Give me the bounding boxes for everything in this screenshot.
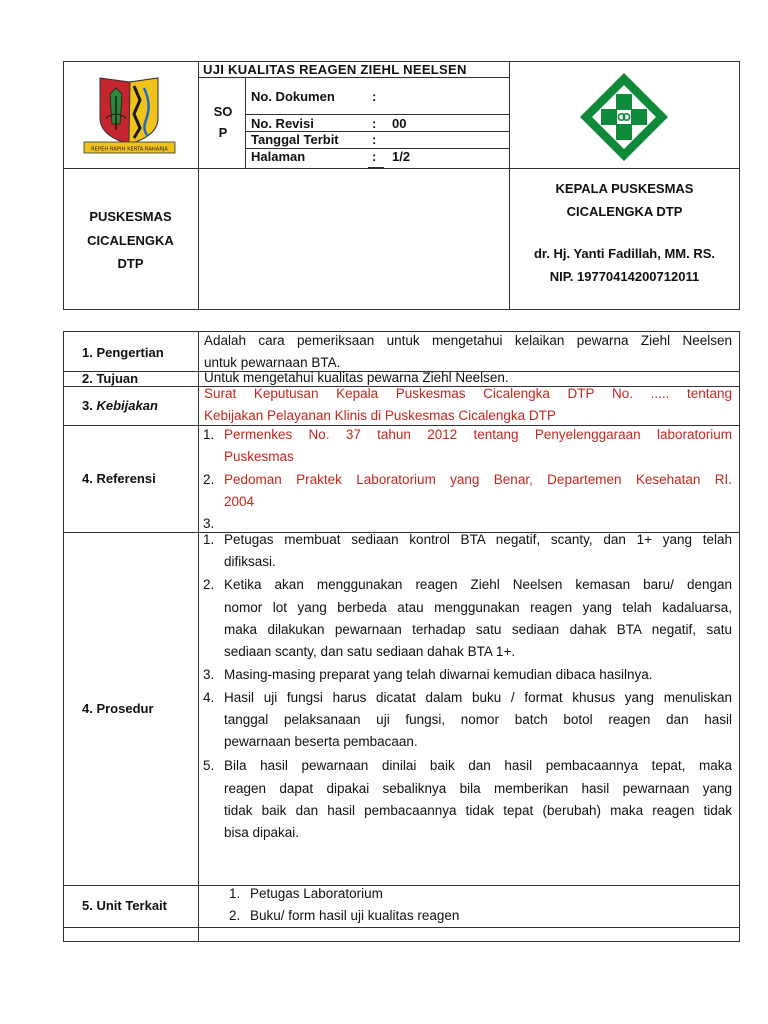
label-prosedur: 4. Prosedur	[82, 701, 154, 716]
referensi-item-2-line-2: 2004	[224, 494, 255, 509]
prosedur-item-3-num: 3.	[203, 667, 215, 682]
crest-caption: REPEH RAPIH KERTA RAHARJA	[91, 146, 168, 153]
label-pengertian: 1. Pengertian	[82, 345, 164, 360]
document-title: UJI KUALITAS REAGEN ZIEHL NEELSEN	[203, 62, 467, 77]
label-referensi: 4. Referensi	[82, 471, 156, 486]
prosedur-item-2-line-1: Ketika akan menggunakan reagen Ziehl Neelsen kemasan baru/ dengan	[224, 577, 732, 592]
referensi-item-3-num: 3.	[203, 516, 215, 531]
org-line-1: PUSKESMAS	[89, 209, 172, 224]
field-tanggal-terbit-label: Tanggal Terbit	[251, 132, 339, 147]
org-line-3: DTP	[117, 256, 144, 271]
head-name: dr. Hj. Yanti Fadillah, MM. RS.	[533, 246, 716, 261]
label-tujuan: 2. Tujuan	[82, 371, 139, 386]
pengertian-line-1: Adalah cara pemeriksaan untuk mengetahui kelaikan pewarna Ziehl Neelsen	[204, 333, 732, 348]
referensi-item-1-line-1: Permenkes No. 37 tahun 2012 tentang Penyelenggaraan laboratorium	[224, 427, 732, 442]
pengertian-line-2: untuk pewarnaan BTA.	[204, 355, 341, 370]
prosedur-item-2-line-4: sediaan scanty, dan satu sediaan dahak BTA 1+.	[224, 644, 516, 659]
head-line-1: KEPALA PUSKESMAS	[555, 181, 694, 196]
prosedur-item-4-line-1: Hasil uji fungsi harus dicatat dalam buku / format khusus yang menuliskan	[224, 690, 732, 705]
prosedur-item-2-line-3: maka dilakukan pewarnaan terhadap satu sediaan dahak BTA negatif, satu	[224, 622, 732, 637]
prosedur-item-2-line-2: nomor lot yang berbeda atau menggunakan reagen yang telah kadaluarsa,	[224, 600, 732, 615]
tujuan-text: Untuk mengetahui kualitas pewarna Ziehl Neelsen.	[204, 370, 509, 385]
prosedur-item-5-line-2: reagen dapat dipakai sebaliknya bila memberikan hasil pewarnaan yang	[224, 781, 732, 796]
puskesmas-logo	[577, 70, 671, 164]
field-tanggal-terbit-sep: :	[372, 132, 377, 147]
referensi-item-2-num: 2.	[203, 472, 215, 487]
prosedur-item-5-line-1: Bila hasil pewarnaan dinilai baik dan hasil pembacaannya tepat, maka	[224, 758, 732, 773]
label-kebijakan	[82, 398, 158, 413]
head-info	[510, 179, 739, 287]
unit-item-1-text: Petugas Laboratorium	[250, 886, 383, 901]
field-no-revisi-sep: :	[372, 116, 377, 131]
unit-item-2-num: 2.	[229, 908, 241, 923]
prosedur-item-5-line-3: tidak baik dan hasil pembacaannya tidak tepat (berubah) maka reagen tidak	[224, 803, 732, 818]
org-name	[63, 205, 198, 276]
prosedur-item-4-line-2: tanggal pelaksanaan uji fungsi, nomor batch botol reagen dan hasil	[224, 712, 732, 727]
crest-icon	[82, 74, 177, 156]
kebijakan-num: 3.	[82, 398, 93, 413]
sop-text: SO P	[213, 104, 233, 140]
head-line-2: CICALENGKA DTP	[566, 204, 683, 219]
prosedur-item-1-line-2: difiksasi.	[224, 554, 276, 569]
prosedur-item-3-line-1: Masing-masing preparat yang telah diwarnai kemudian dibaca hasilnya.	[224, 667, 653, 682]
field-halaman-label: Halaman	[251, 149, 306, 164]
prosedur-item-1-num: 1.	[203, 532, 215, 547]
unit-item-1-num: 1.	[229, 886, 241, 901]
unit-item-2-text: Buku/ form hasil uji kualitas reagen	[250, 908, 460, 923]
field-no-dokumen-label: No. Dokumen	[251, 89, 335, 104]
kebijakan-word: Kebijakan	[96, 398, 158, 413]
field-halaman-sep: :	[372, 149, 377, 164]
prosedur-item-4-line-3: pewarnaan beserta pembacaan.	[224, 734, 418, 749]
referensi-item-1-line-2: Puskesmas	[224, 449, 294, 464]
org-line-2: CICALENGKA	[87, 232, 174, 248]
field-no-revisi-label: No. Revisi	[251, 116, 314, 131]
kebijakan-line-2: Kebijakan Pelayanan Klinis di Puskesmas Cicalengka DTP	[204, 408, 556, 423]
field-no-revisi-value: 00	[392, 116, 407, 131]
sop-label	[210, 101, 236, 143]
field-halaman-value: 1/2	[392, 149, 411, 164]
prosedur-item-1-line-1: Petugas membuat sediaan kontrol BTA negatif, scanty, dan 1+ yang telah	[224, 532, 732, 547]
prosedur-item-2-num: 2.	[203, 577, 215, 592]
label-unit-terkait: 5. Unit Terkait	[82, 898, 168, 913]
referensi-item-1-num: 1.	[203, 427, 215, 442]
field-no-dokumen-sep: :	[372, 89, 377, 104]
prosedur-item-5-line-4: bisa dipakai.	[224, 825, 300, 840]
puskesmas-cross-icon	[577, 70, 671, 164]
referensi-item-2-line-1: Pedoman Praktek Laboratorium yang Benar, Departemen Kesehatan RI.	[224, 472, 732, 487]
prosedur-item-4-num: 4.	[203, 690, 215, 705]
prosedur-item-5-num: 5.	[203, 758, 215, 773]
head-nip: NIP. 19770414200712011	[549, 269, 700, 284]
regency-crest-logo	[82, 74, 177, 156]
kebijakan-line-1: Surat Keputusan Kepala Puskesmas Cicalengka DTP No. ..... tentang	[204, 386, 732, 401]
